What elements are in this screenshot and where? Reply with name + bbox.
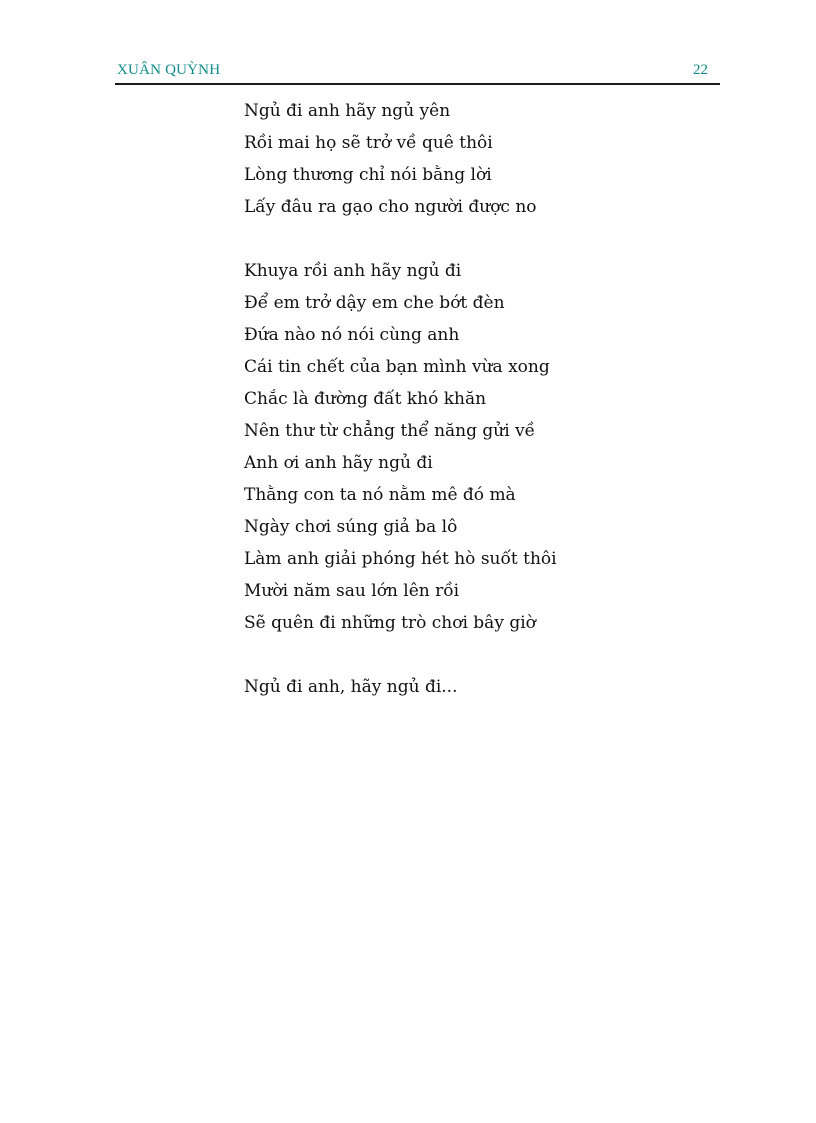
- poem-line: Ngủ đi anh hãy ngủ yên: [244, 101, 451, 121]
- running-header: [115, 61, 720, 85]
- poem-line: Rồi mai họ sẽ trở về quê thôi: [244, 133, 493, 153]
- poem-line: Chắc là đường đất khó khăn: [244, 389, 487, 409]
- poem-line: Để em trở dậy em che bớt đèn: [244, 293, 505, 313]
- stanza-1: [244, 95, 704, 223]
- poem-line: Nên thư từ chẳng thể năng gửi về: [244, 421, 536, 441]
- poem-line: Ngủ đi anh, hãy ngủ đi...: [244, 677, 458, 697]
- poem-line: Ngày chơi súng giả ba lô: [244, 517, 458, 537]
- poem-line: Lấy đâu ra gạo cho người được no: [244, 197, 537, 217]
- header-author: XUÂN QUỲNH: [117, 62, 221, 78]
- poem-line: Thằng con ta nó nằm mê đó mà: [244, 485, 516, 505]
- stanza-2: [244, 255, 704, 639]
- stanza-3: [244, 671, 704, 703]
- poem-line: Làm anh giải phóng hét hò suốt thôi: [244, 549, 557, 569]
- poem-line: Lòng thương chỉ nói bằng lời: [244, 165, 492, 185]
- poem: [244, 95, 704, 735]
- poem-line: Sẽ quên đi những trò chơi bây giờ: [244, 613, 536, 633]
- page-number: 22: [693, 62, 708, 78]
- poem-line: Khuya rồi anh hãy ngủ đi: [244, 261, 462, 281]
- poem-line: Đứa nào nó nói cùng anh: [244, 325, 460, 345]
- poem-line: Mười năm sau lớn lên rồi: [244, 581, 460, 601]
- poem-line: Cái tin chết của bạn mình vừa xong: [244, 357, 550, 377]
- poem-line: Anh ơi anh hãy ngủ đi: [244, 453, 433, 473]
